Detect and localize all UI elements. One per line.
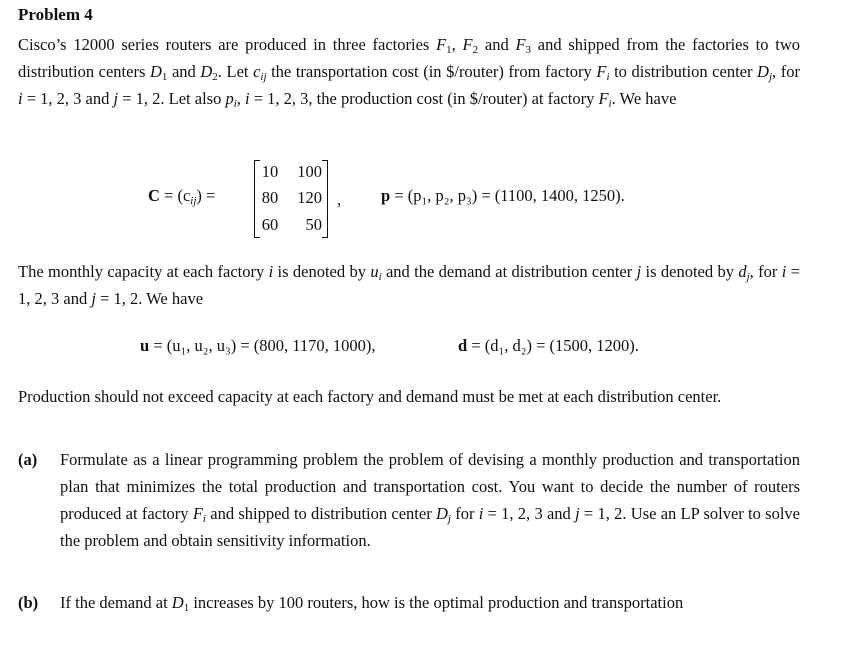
- matrix-right-bracket: [322, 160, 328, 238]
- matrix-cell: 10: [261, 162, 279, 181]
- capacity-equation: u = (u₁, u₂, u₃) = (800, 1170, 1000),: [140, 336, 376, 355]
- part-b: [18, 589, 800, 616]
- problem-title: Problem 4: [18, 5, 93, 24]
- cost-matrix-lhs: $C = (c_{ij})$ =: [148, 186, 216, 207]
- cost-matrix: [254, 160, 328, 236]
- matrix-cell: 60: [261, 215, 279, 234]
- matrix-cell: 50: [305, 215, 322, 234]
- production-cost-equation: p = (p₁, p₂, p₃) = (1100, 1400, 1250).: [381, 186, 625, 205]
- part-a-text: Formulate as a linear programming problem the problem of devising a monthly production and transportation plan that minimizes the total production and transportation cost. You want to decide the number of routers produced at factory $F_i$ and shipped to distribution center $D_j$ for i = 1, 2, 3 and j = 1, 2. Use an LP solver to solve the problem and obtain sensitivity information.: [60, 450, 800, 550]
- matrix-cell: 120: [297, 188, 322, 207]
- intro-paragraph: Cisco’s 12000 series routers are produced in three factories $F_1$, $F_2$ and $F_3$ and shipped from the factories to two distribution centers $D_1$ and $D_2$. Let $c_{ij}$ the transportation cost (in $/router) from factory $F_i$ to distribution center $D_j$, for i = 1, 2, 3 and j = 1, 2. Let also $p_i$, i = 1, 2, 3, the production cost (in $/router) at factory $F_i$. We have: [18, 35, 800, 110]
- part-b-text: If the demand at $D_1$ increases by 100 routers, how is the optimal production and transportation: [60, 593, 684, 614]
- part-a-label: (a): [18, 450, 38, 469]
- capacity-paragraph: The monthly capacity at each factory i is denoted by $u_i$ and the demand at distribution center j is denoted by $d_j$, for i = 1, 2, 3 and j = 1, 2. We have: [18, 262, 800, 308]
- part-a: [18, 446, 800, 554]
- part-b-label: (b): [18, 593, 39, 612]
- constraint-paragraph: Production should not exceed capacity at each factory and demand must be met at each distribution center.: [18, 387, 722, 406]
- matrix-cell: 100: [297, 162, 322, 181]
- matrix-cell: 80: [261, 188, 279, 207]
- matrix-comma: ,: [337, 190, 342, 209]
- demand-equation: d = (d₁, d₂) = (1500, 1200).: [458, 336, 639, 355]
